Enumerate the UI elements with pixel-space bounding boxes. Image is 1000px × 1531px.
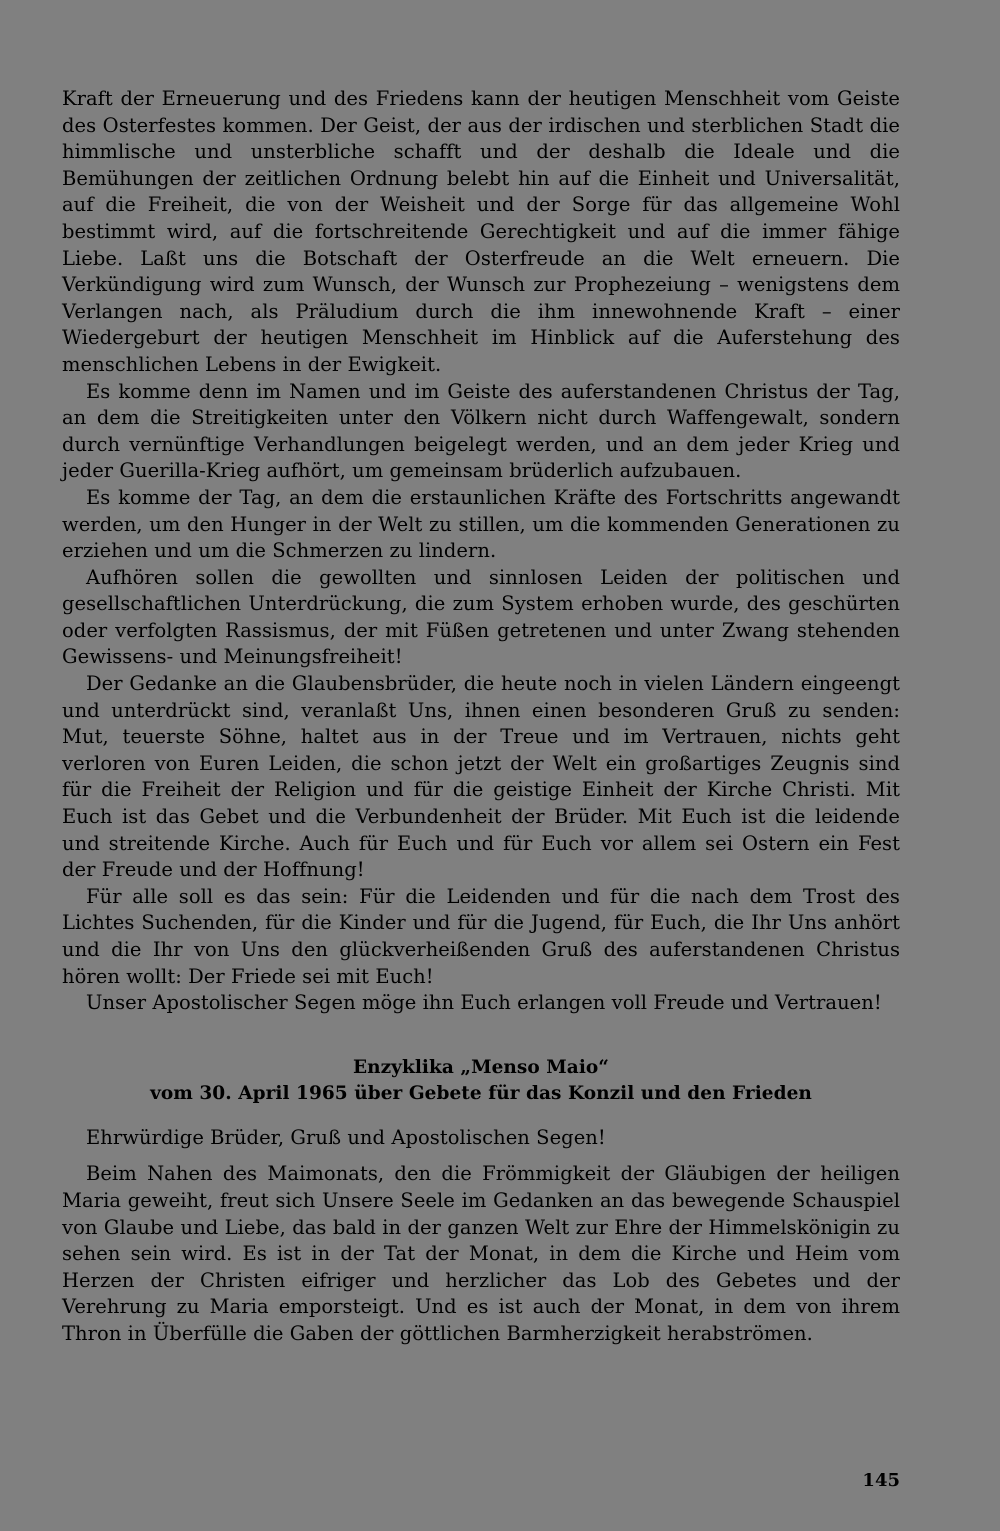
page-number: 145	[862, 1470, 900, 1491]
paragraph-oppression: Aufhören sollen die gewollten und sinnlosen Leiden der politischen und gesellschaftlichen Unterdrückung, die zum System erhoben wurde, des geschürten oder verfolgten Rassismus, der mit Füßen getretenen und unter Zwang stehenden Gewissens- und Meinungsfreiheit!	[62, 565, 900, 669]
encyclical-greeting: Ehrwürdige Brüder, Gruß und Apostolischen Segen!	[86, 1125, 606, 1149]
paragraph-brothers-in-faith: Der Gedanke an die Glaubensbrüder, die heute noch in vielen Ländern eingeengt und unterdrückt sind, veranlaßt Uns, ihnen einen besonderen Gruß zu senden: Mut, teuerste Söhne, haltet aus in der Treue und im Vertrauen, nichts geht verloren von Euren Leiden, die schon jetzt der Welt ein großartiges Zeugnis sind für die Freiheit der Religion und für die geistige Einheit der Kirche Christi. Mit Euch ist das Gebet und die Verbundenheit der Brüder. Mit Euch ist die leidende und streitende Kirche. Auch für Euch und für Euch vor allem sei Ostern ein Fest der Freude und der Hoffnung!	[62, 672, 900, 882]
paragraph-day-of-peace: Es komme denn im Namen und im Geiste des auferstandenen Christus der Tag, an dem die Streitigkeiten unter den Völkern nicht durch Waffengewalt, sondern durch vernünftige Verhandlungen beigelegt werden, und an dem jeder Krieg und jeder Guerilla-Krieg aufhört, um gemeinsam brüderlich aufzubauen.	[62, 379, 900, 483]
document-page	[62, 86, 900, 1348]
paragraph-progress: Es komme der Tag, an dem die erstaunlichen Kräfte des Fortschritts angewandt werden, um den Hunger in der Welt zu stillen, um die kommenden Generationen zu erziehen und um die Schmerzen zu lindern.	[62, 485, 900, 563]
encyclical-heading	[62, 1055, 900, 1107]
paragraph-apostolic-blessing: Unser Apostolischer Segen möge ihn Euch erlangen voll Freude und Vertrauen!	[86, 991, 882, 1015]
paragraph-easter-spirit: Kraft der Erneuerung und des Friedens kann der heutigen Menschheit vom Geiste des Osterfestes kommen. Der Geist, der aus der irdischen und sterblichen Stadt die himmlische und unsterbliche schafft und der deshalb die Ideale und die Bemühungen der zeitlichen Ordnung belebt hin auf die Einheit und Universalität, auf die Freiheit, die von der Weisheit und der Sorge für das allgemeine Wohl bestimmt wird, auf die fortschreitende Gerechtigkeit und auf die immer fähige Liebe. Laßt uns die Botschaft der Osterfreude an die Welt erneuern. Die Verkündigung wird zum Wunsch, der Wunsch zur Prophezeiung – wenigstens dem Verlangen nach, als Präludium durch die ihm innewohnende Kraft – einer Wiedergeburt der heutigen Menschheit im Hinblick auf die Auferstehung des menschlichen Lebens in der Ewigkeit.	[62, 87, 900, 376]
encyclical-subtitle: vom 30. April 1965 über Gebete für das Konzil und den Frieden	[150, 1082, 812, 1104]
paragraph-for-all: Für alle soll es das sein: Für die Leidenden und für die nach dem Trost des Lichtes Suchenden, für die Kinder und für die Jugend, für Euch, die Ihr Uns anhört und die Ihr von Uns den glückverheißenden Gruß des auferstandenen Christus hören wollt: Der Friede sei mit Euch!	[62, 884, 900, 988]
encyclical-paragraph: Beim Nahen des Maimonats, den die Frömmigkeit der Gläubigen der heiligen Maria geweiht, freut sich Unsere Seele im Gedanken an das bewegende Schauspiel von Glaube und Liebe, das bald in der ganzen Welt zur Ehre der Himmelskönigin zu sehen sein wird. Es ist in der Tat der Monat, in dem die Kirche und Heim vom Herzen der Christen eifriger und herzlicher das Lob des Gebetes und der Verehrung zu Maria emporsteigt. Und es ist auch der Monat, in dem von ihrem Thron in Überfülle die Gaben der göttlichen Barmherzigkeit herabströmen.	[62, 1162, 900, 1345]
encyclical-title: Enzyklika „Menso Maio“	[352, 1056, 610, 1078]
